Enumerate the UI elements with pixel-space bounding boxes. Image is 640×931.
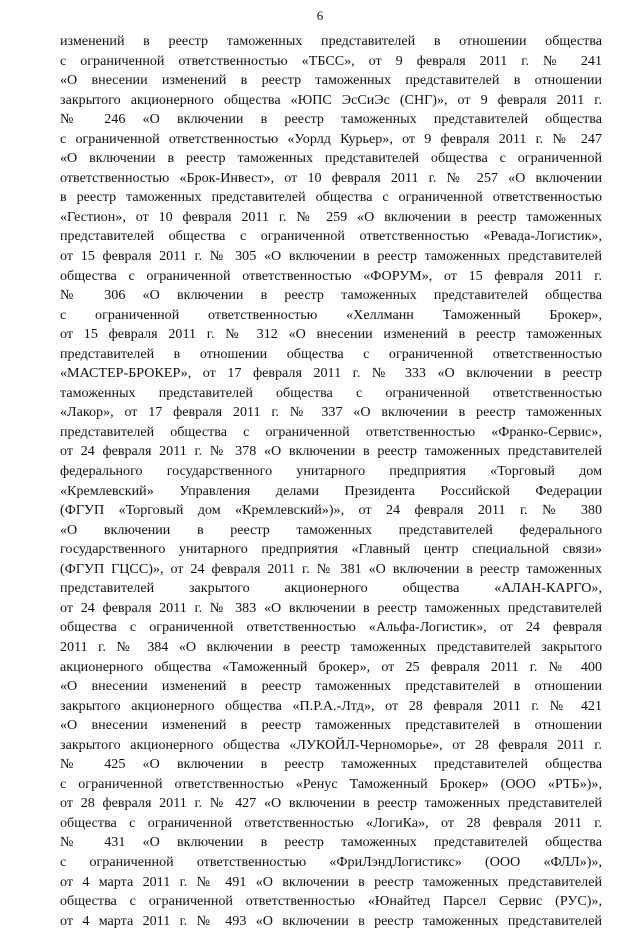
text-line: с ограниченной ответственностью «ТБСС», от 9 февраля 2011 г. № 241	[60, 52, 602, 69]
text-line: «О внесении изменений в реестр таможенных представителей в отношении	[60, 72, 602, 89]
text-line: «О внесении изменений в реестр таможенных представителей в отношении	[60, 678, 602, 695]
text-line: с ограниченной ответственностью «Хеллманн Таможенный Брокер»,	[60, 306, 602, 323]
text-line: закрытого акционерного общества «ЛУКОЙЛ-Черноморье», от 28 февраля 2011 г.	[60, 736, 602, 753]
text-line: изменений в реестр таможенных представителей в отношении общества	[60, 33, 602, 49]
body-paragraph	[60, 32, 602, 931]
text-line: с ограниченной ответственностью «Ренус Таможенный Брокер» (ООО «РТБ»)»,	[60, 775, 602, 792]
text-line: «Гестион», от 10 февраля 2011 г. № 259 «О включении в реестр таможенных	[60, 208, 602, 225]
text-line: от 4 марта 2011 г. № 493 «О включении в реестр таможенных представителей	[60, 912, 602, 929]
text-line: представителей закрытого акционерного общества «АЛАН-КАРГО»,	[60, 580, 602, 597]
text-line: от 28 февраля 2011 г. № 427 «О включении в реестр таможенных представителей	[60, 795, 602, 812]
text-line: общества с ограниченной ответственностью «ЛогиКа», от 28 февраля 2011 г.	[60, 814, 602, 831]
text-line: «О включении в реестр таможенных представителей общества с ограниченной	[60, 150, 602, 167]
text-line: «Кремлевский» Управления делами Президента Российской Федерации	[60, 482, 602, 499]
text-line: в реестр таможенных представителей общества с ограниченной ответственностью	[60, 189, 602, 206]
text-line: «МАСТЕР-БРОКЕР», от 17 февраля 2011 г. № 333 «О включении в реестр	[60, 365, 602, 382]
text-line: (ФГУП «Торговый дом «Кремлевский»)», от 24 февраля 2011 г. № 380	[60, 502, 602, 519]
text-line: № 425 «О включении в реестр таможенных представителей общества	[60, 756, 602, 773]
text-line: с ограниченной ответственностью «ФриЛэндЛогистикс» (ООО «ФЛЛ»)»,	[60, 853, 602, 870]
text-line: акционерного общества «Таможенный брокер», от 25 февраля 2011 г. № 400	[60, 658, 602, 675]
text-line: «О включении в реестр таможенных представителей федерального	[60, 521, 602, 538]
text-line: 2011 г. № 384 «О включении в реестр таможенных представителей закрытого	[60, 638, 602, 655]
text-line: с ограниченной ответственностью «Уорлд Курьер», от 9 февраля 2011 г. № 247	[60, 130, 602, 147]
text-line: представителей общества с ограниченной ответственностью «Франко-Сервис»,	[60, 423, 602, 440]
text-line: от 24 февраля 2011 г. № 378 «О включении в реестр таможенных представителей	[60, 443, 602, 460]
text-line: «Лакор», от 17 февраля 2011 г. № 337 «О включении в реестр таможенных	[60, 404, 602, 421]
text-line: таможенных представителей общества с ограниченной ответственностью	[60, 384, 602, 401]
text-line: федерального государственного унитарного предприятия «Торговый дом	[60, 463, 602, 480]
text-line: закрытого акционерного общества «П.Р.А.-Лтд», от 28 февраля 2011 г. № 421	[60, 697, 602, 714]
text-line: от 4 марта 2011 г. № 491 «О включении в реестр таможенных представителей	[60, 873, 602, 890]
text-line: № 431 «О включении в реестр таможенных представителей общества	[60, 834, 602, 851]
text-line: ответственностью «Брок-Инвест», от 10 февраля 2011 г. № 257 «О включении	[60, 169, 602, 186]
text-line: № 246 «О включении в реестр таможенных представителей общества	[60, 111, 602, 128]
text-line: государственного унитарного предприятия «Главный центр специальной связи»	[60, 541, 602, 558]
text-line: от 24 февраля 2011 г. № 383 «О включении в реестр таможенных представителей	[60, 599, 602, 616]
text-line: № 306 «О включении в реестр таможенных представителей общества	[60, 287, 602, 304]
text-line: общества с ограниченной ответственностью «Юнайтед Парсел Сервис (РУС)»,	[60, 893, 602, 910]
text-line: общества с ограниченной ответственностью «Альфа-Логистик», от 24 февраля	[60, 619, 602, 636]
page-number: 6	[316, 8, 324, 23]
text-line: (ФГУП ГЦСС)», от 24 февраля 2011 г. № 381 «О включении в реестр таможенных	[60, 560, 602, 577]
text-line: «О внесении изменений в реестр таможенных представителей в отношении	[60, 717, 602, 734]
text-line: общества с ограниченной ответственностью «ФОРУМ», от 15 февраля 2011 г.	[60, 267, 602, 284]
text-line: представителей в отношении общества с ограниченной ответственностью	[60, 345, 602, 362]
text-line: закрытого акционерного общества «ЮПС ЭсСиЭс (СНГ)», от 9 февраля 2011 г.	[60, 91, 602, 108]
text-line: от 15 февраля 2011 г. № 312 «О внесении изменений в реестр таможенных	[60, 326, 602, 343]
text-line: представителей общества с ограниченной ответственностью «Ревада-Логистик»,	[60, 228, 602, 245]
text-line: от 15 февраля 2011 г. № 305 «О включении в реестр таможенных представителей	[60, 248, 602, 265]
